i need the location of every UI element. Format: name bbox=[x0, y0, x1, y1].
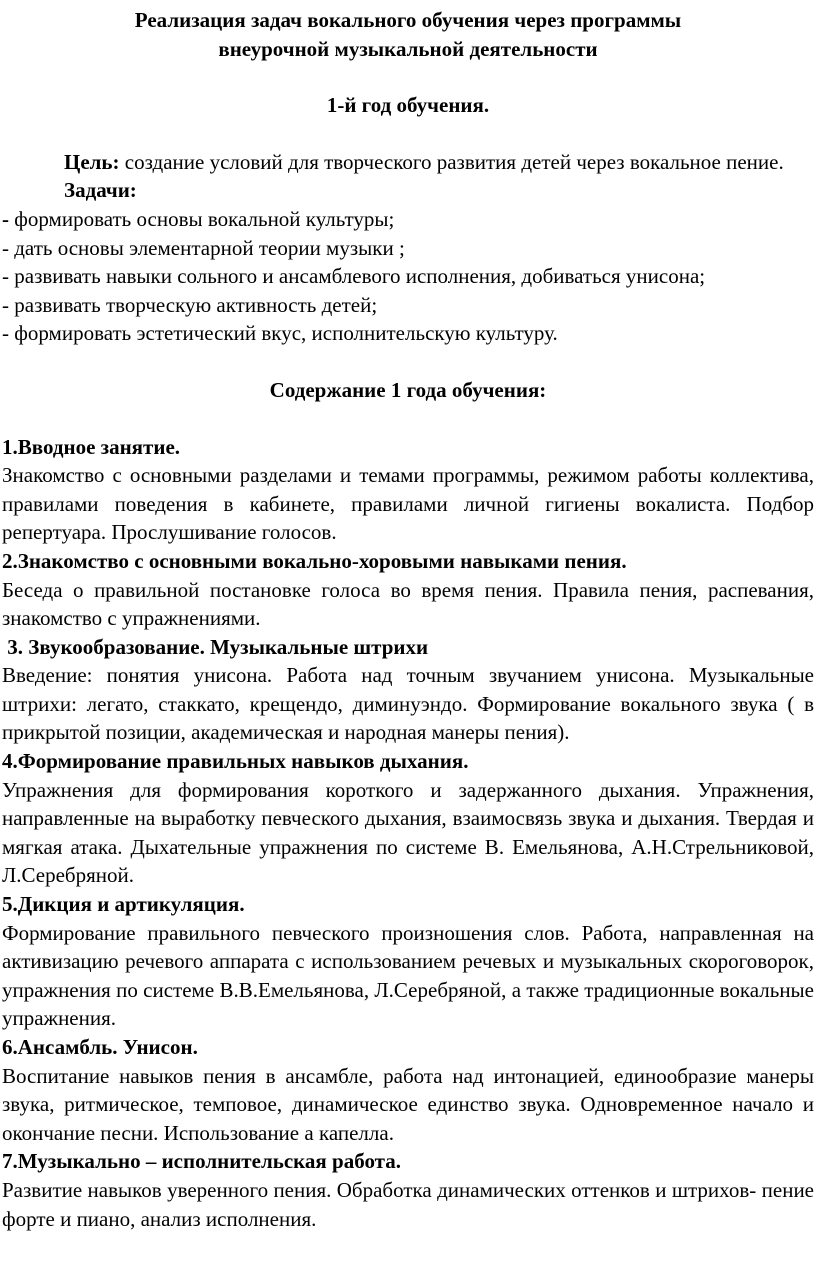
goal-paragraph bbox=[2, 148, 814, 177]
section-2 bbox=[2, 547, 814, 633]
section-4 bbox=[2, 747, 814, 890]
section-heading: 1.Вводное занятие. bbox=[2, 434, 181, 459]
section-heading: 2.Знакомство с основными вокально-хоровыми навыками пения. bbox=[2, 548, 627, 573]
content-heading: Содержание 1 года обучения: bbox=[269, 377, 547, 402]
goal-text: создание условий для творческого развития детей через вокальное пение. bbox=[119, 149, 784, 174]
tasks-label: Задачи: bbox=[64, 178, 137, 203]
task-dash: - bbox=[2, 264, 9, 289]
section-heading: 6.Ансамбль. Унисон. bbox=[2, 1035, 198, 1059]
task-text: формировать эстетический вкус, исполнительскую культуру. bbox=[9, 321, 558, 346]
task-dash: - bbox=[2, 321, 9, 346]
task-text: развивать творческую активность детей; bbox=[9, 292, 378, 317]
title-line-1: Реализация задач вокального обучения через программы bbox=[134, 8, 682, 32]
task-dash: - bbox=[2, 292, 9, 317]
section-body: Развитие навыков уверенного пения. Обработка динамических оттенков и штрихов- пение форте и пиано, анализ исполнения. bbox=[2, 1177, 814, 1231]
section-heading: 7.Музыкально – исполнительская работа. bbox=[2, 1149, 401, 1174]
section-body: Знакомство с основными разделами и темами программы, режимом работы коллектива, правилами поведения в кабинете, правилами личной гигиены вокалиста. Подбор репертуара. Прослушивание голосов. bbox=[2, 463, 814, 545]
task-text: развивать навыки сольного и ансамблевого исполнения, добиваться унисона; bbox=[9, 264, 706, 289]
section-body: Воспитание навыков пения в ансамбле, работа над интонацией, единообразие манеры звука, ритмическое, темповое, динамическое единство звука. Одновременное начало и окончание песни. Использование а капелла. bbox=[2, 1063, 814, 1145]
section-6 bbox=[2, 1033, 814, 1147]
goal-label: Цель: bbox=[64, 149, 120, 174]
task-item bbox=[2, 262, 814, 291]
spacer bbox=[2, 348, 814, 376]
task-text: формировать основы вокальной культуры; bbox=[9, 206, 395, 231]
spacer bbox=[2, 63, 814, 91]
section-body: Упражнения для формирования короткого и задержанного дыхания. Упражнения, направленные на выработку певческого дыхания, взаимосвязь звука и дыхания. Твердая и мягкая атака. Дыхательные упражнения по системе В. Емельянова, А.Н.Стрельниковой, Л.Серебряной. bbox=[2, 777, 814, 888]
tasks-list bbox=[2, 205, 814, 348]
title-line-2: внеурочной музыкальной деятельности bbox=[218, 36, 598, 61]
section-body: Беседа о правильной постановке голоса во время пения. Правила пения, распевания, знакомство с упражнениями. bbox=[2, 577, 814, 631]
section-heading: 4.Формирование правильных навыков дыхания. bbox=[2, 749, 469, 774]
task-item bbox=[2, 291, 814, 320]
section-7 bbox=[2, 1147, 814, 1233]
spacer bbox=[2, 120, 814, 148]
section-body: Введение: понятия унисона. Работа над точным звучанием унисона. Музыкальные штрихи: легато, стаккато, крещендо, диминуэндо. Формирование вокального звука ( в прикрытой позиции, академическая и народная манеры пения). bbox=[2, 663, 814, 745]
document-title bbox=[2, 6, 814, 63]
section-heading: 3. Звукообразование. Музыкальные штрихи bbox=[2, 634, 429, 659]
document-page bbox=[2, 6, 814, 1233]
task-text: дать основы элементарной теории музыки ; bbox=[9, 235, 405, 260]
section-body: Формирование правильного певческого произношения слов. Работа, направленная на активизацию речевого аппарата с использованием речевых и музыкальных скороговорок, упражнения по системе В.В.Емельянова, Л.Серебряной, а также традиционные вокальные упражнения. bbox=[2, 920, 814, 1031]
section-5 bbox=[2, 890, 814, 1033]
spacer bbox=[2, 405, 814, 433]
task-dash: - bbox=[2, 235, 9, 260]
task-dash: - bbox=[2, 206, 9, 231]
section-1 bbox=[2, 433, 814, 547]
task-item bbox=[2, 319, 814, 348]
task-item bbox=[2, 234, 814, 263]
section-heading: 5.Дикция и артикуляция. bbox=[2, 892, 245, 917]
section-3 bbox=[2, 633, 814, 747]
task-item bbox=[2, 205, 814, 234]
year-heading: 1-й год обучения. bbox=[326, 93, 490, 118]
